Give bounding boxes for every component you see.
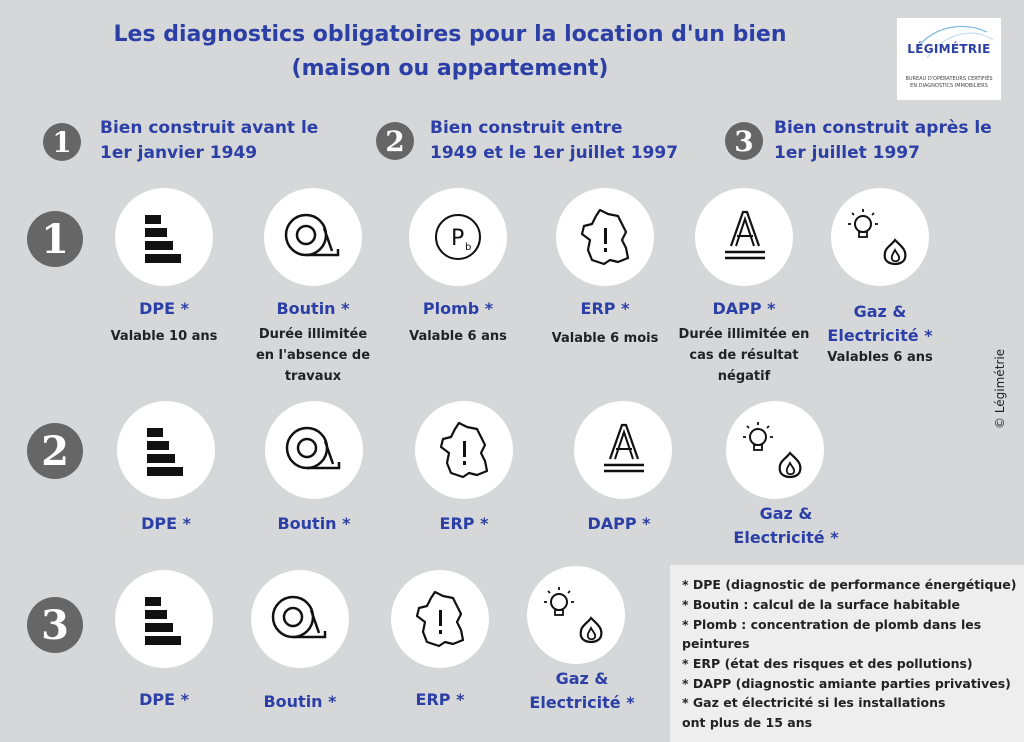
logo-name: LÉGIMÉTRIE (907, 42, 991, 56)
france-warning-icon (415, 401, 513, 499)
header-number-1: 1 (43, 123, 81, 161)
header-1-line1: Bien construit avant le (100, 118, 319, 138)
plomb-note (384, 326, 532, 347)
page-title (100, 18, 800, 86)
legend-line: * Boutin : calcul de la surface habitable (682, 597, 960, 612)
row-number-2: 2 (27, 423, 83, 479)
lead-pb-icon (409, 188, 507, 286)
header-1-line2: 1er janvier 1949 (100, 143, 258, 163)
legend-line: * Gaz et électricité si les installations (682, 695, 946, 710)
dpe-icon (117, 401, 215, 499)
boutin-note (239, 324, 387, 387)
gaz-label-line2: Electricité * (733, 528, 839, 547)
gaz-note-line1: Valables 6 ans (827, 350, 933, 365)
boutin-label: Boutin * (277, 514, 351, 533)
tape-measure-icon (265, 401, 363, 499)
header-text-1 (100, 116, 318, 166)
legend-line: * DAPP (diagnostic amiante parties privatives) (682, 676, 1011, 691)
erp-label: ERP * (415, 690, 465, 709)
gaz-label-line2: Electricité * (827, 326, 933, 345)
gaz-note (806, 347, 954, 368)
france-warning-icon (556, 188, 654, 286)
dpe-label: DPE * (139, 299, 189, 318)
dpe-label: DPE * (139, 690, 189, 709)
title-line1: Les diagnostics obligatoires pour la location d'un bien (113, 22, 787, 47)
erp-label: ERP * (439, 514, 489, 533)
france-warning-icon (391, 570, 489, 668)
legend-line: * Plomb : concentration de plomb dans les (682, 617, 982, 632)
boutin-note-line1: Durée illimitée (258, 327, 368, 342)
gas-electricity-icon (726, 401, 824, 499)
copyright-text: © Légimétrie (993, 348, 1007, 429)
dpe-note (90, 326, 238, 347)
boutin-note-line2: en l'absence de (255, 348, 371, 363)
dapp-label: DAPP * (587, 514, 651, 533)
header-3-line1: Bien construit après le (774, 118, 992, 138)
gaz-label (508, 667, 656, 715)
logo-subtitle (901, 76, 997, 90)
dapp-note-line2: cas de résultat (689, 348, 799, 363)
tape-measure-icon (264, 188, 362, 286)
title-line2: (maison ou appartement) (291, 56, 609, 81)
tape-measure-icon (251, 570, 349, 668)
logo (897, 18, 1001, 100)
dapp-note-line1: Durée illimitée en (678, 327, 810, 342)
gaz-label-line1: Gaz & (853, 302, 907, 321)
asbestos-a-icon (695, 188, 793, 286)
legend-line: * ERP (état des risques et des pollutions) (682, 656, 973, 671)
legend-box (670, 565, 1024, 742)
dapp-label: DAPP * (712, 299, 776, 318)
gaz-label-line1: Gaz & (555, 669, 609, 688)
dapp-note-line3: négatif (717, 369, 771, 384)
dpe-note-line1: Valable 10 ans (110, 329, 218, 344)
gaz-label (712, 502, 860, 550)
dpe-label: DPE * (141, 514, 191, 533)
boutin-note-line3: travaux (284, 369, 342, 384)
copyright (990, 332, 1010, 432)
row-number-3: 3 (27, 597, 83, 653)
asbestos-a-icon (574, 401, 672, 499)
row-number-1: 1 (27, 211, 83, 267)
erp-note-line1: Valable 6 mois (551, 331, 659, 346)
gas-electricity-icon (527, 566, 625, 664)
gaz-label (806, 300, 954, 348)
boutin-label: Boutin * (263, 692, 337, 711)
header-3-line2: 1er juillet 1997 (774, 143, 920, 163)
gas-electricity-icon (831, 188, 929, 286)
header-text-3 (774, 116, 992, 166)
plomb-note-line1: Valable 6 ans (409, 329, 507, 344)
logo-sub-line1: BUREAU D'OPÉRATEURS CERTIFIÉS (905, 76, 993, 82)
legend-line: peintures (682, 636, 750, 651)
header-number-2: 2 (376, 122, 414, 160)
gaz-label-line1: Gaz & (759, 504, 813, 523)
gaz-label-line2: Electricité * (529, 693, 635, 712)
boutin-label: Boutin * (276, 299, 350, 318)
dpe-icon (115, 188, 213, 286)
logo-sub-line2: EN DIAGNOSTICS IMMOBILIERS (910, 83, 988, 89)
dapp-note (670, 324, 818, 387)
erp-label: ERP * (580, 299, 630, 318)
header-text-2 (430, 116, 678, 166)
header-2-line2: 1949 et le 1er juillet 1997 (430, 143, 679, 163)
header-2-line1: Bien construit entre (430, 118, 623, 138)
legend-line: ont plus de 15 ans (682, 715, 813, 730)
plomb-label: Plomb * (422, 299, 494, 318)
header-number-3: 3 (725, 122, 763, 160)
erp-note (531, 328, 679, 349)
legend-line: * DPE (diagnostic de performance énergétique) (682, 577, 1017, 592)
dpe-icon (115, 570, 213, 668)
